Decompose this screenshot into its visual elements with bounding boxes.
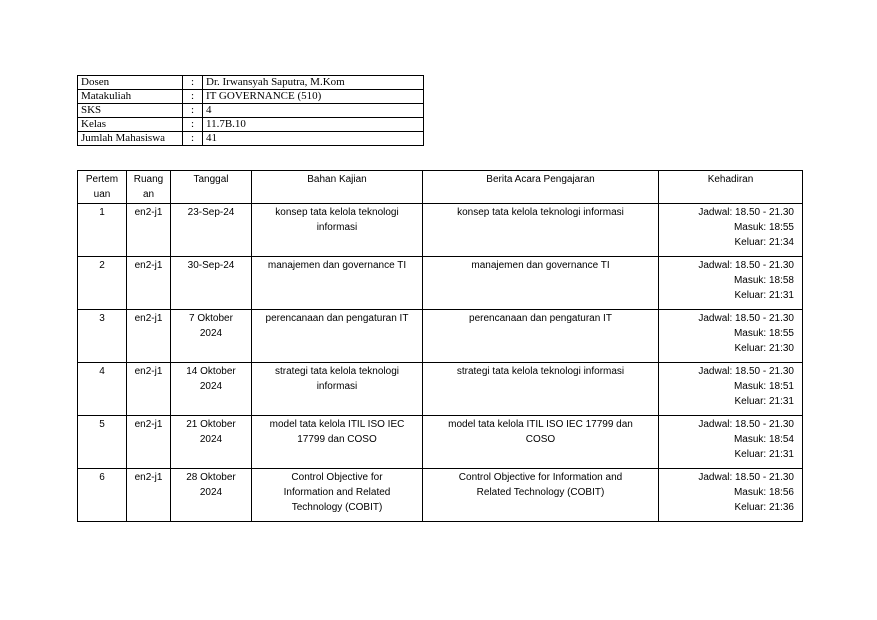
cell-pertemuan [78,310,127,363]
cell-tanggal-line: 23-Sep-24 [187,207,235,218]
cell-berita-acara-line: strategi tata kelola teknologi informasi [456,366,625,377]
schedule-row [78,204,803,257]
header-pertemuan [78,171,127,204]
cell-kehadiran-line: Keluar: 21:36 [734,502,794,513]
cell-tanggal [171,363,252,416]
cell-bahan-kajian-line: Control Objective for [291,472,383,483]
cell-bahan-kajian-line: konsep tata kelola teknologi [275,207,399,218]
cell-pertemuan-line: 4 [99,366,105,377]
info-separator: : [183,104,203,118]
cell-ruangan [127,469,171,522]
info-row [78,90,424,104]
header-ruangan-line-1: Ruang [133,174,164,185]
cell-pertemuan [78,257,127,310]
cell-pertemuan-line: 6 [99,472,105,483]
cell-berita-acara-line: konsep tata kelola teknologi informasi [457,207,624,218]
cell-ruangan-line: en2-j1 [134,260,163,271]
cell-tanggal [171,204,252,257]
info-value: IT GOVERNANCE (510) [203,90,424,104]
cell-bahan-kajian [252,257,423,310]
header-tanggal: Tanggal [171,171,252,204]
header-ruangan-line-2: an [142,189,155,200]
info-label: Jumlah Mahasiswa [78,132,183,146]
cell-berita-acara [423,204,659,257]
info-label: Dosen [78,76,183,90]
header-berita-acara: Berita Acara Pengajaran [423,171,659,204]
cell-tanggal [171,469,252,522]
cell-kehadiran-line: Keluar: 21:31 [734,449,794,460]
schedule-row [78,469,803,522]
cell-pertemuan-line: 3 [99,313,105,324]
cell-bahan-kajian-line: Information and Related [283,487,391,498]
info-label: Kelas [78,118,183,132]
cell-ruangan-line: en2-j1 [134,207,163,218]
cell-kehadiran-line: Keluar: 21:31 [734,396,794,407]
cell-bahan-kajian-line: informasi [316,381,358,392]
cell-tanggal-line: 2024 [199,434,223,445]
header-pertemuan-line-1: Pertem [85,174,119,185]
info-separator: : [183,90,203,104]
cell-kehadiran-line: Jadwal: 18.50 - 21.30 [698,419,794,430]
cell-bahan-kajian [252,204,423,257]
cell-kehadiran-line: Masuk: 18:58 [733,275,794,286]
info-value: 11.7B.10 [203,118,424,132]
schedule-body [78,204,803,522]
cell-kehadiran [659,416,803,469]
cell-berita-acara-line: Related Technology (COBIT) [476,487,605,498]
cell-bahan-kajian-line: model tata kelola ITIL ISO IEC [269,419,405,430]
info-value: 41 [203,132,424,146]
cell-berita-acara [423,416,659,469]
schedule-row [78,257,803,310]
schedule-row [78,363,803,416]
cell-kehadiran [659,469,803,522]
cell-pertemuan-line: 5 [99,419,105,430]
header-pertemuan-line-2: uan [93,189,111,200]
cell-berita-acara [423,469,659,522]
info-separator: : [183,118,203,132]
cell-kehadiran-line: Jadwal: 18.50 - 21.30 [698,366,794,377]
cell-kehadiran [659,204,803,257]
cell-pertemuan-line: 1 [99,207,105,218]
cell-ruangan [127,310,171,363]
cell-ruangan-line: en2-j1 [134,366,163,377]
cell-bahan-kajian-line: strategi tata kelola teknologi [275,366,399,377]
cell-berita-acara-line: manajemen dan governance TI [471,260,610,271]
cell-tanggal-line: 7 Oktober [189,313,233,324]
cell-berita-acara [423,363,659,416]
header-bahan-kajian: Bahan Kajian [252,171,423,204]
cell-bahan-kajian [252,363,423,416]
cell-ruangan-line: en2-j1 [134,472,163,483]
cell-berita-acara-line: COSO [525,434,556,445]
cell-tanggal-line: 2024 [199,487,223,498]
cell-bahan-kajian-line: manajemen dan governance TI [267,260,407,271]
cell-ruangan [127,204,171,257]
cell-berita-acara-line: perencanaan dan pengaturan IT [469,313,612,324]
cell-bahan-kajian-line: Technology (COBIT) [291,502,383,513]
cell-kehadiran-line: Jadwal: 18.50 - 21.30 [698,472,794,483]
cell-ruangan-line: en2-j1 [134,313,163,324]
cell-berita-acara-line: model tata kelola ITIL ISO IEC 17799 dan [448,419,633,430]
info-row [78,76,424,90]
cell-bahan-kajian [252,310,423,363]
cell-pertemuan [78,469,127,522]
cell-kehadiran-line: Jadwal: 18.50 - 21.30 [698,207,794,218]
info-value: Dr. Irwansyah Saputra, M.Kom [203,76,424,90]
cell-kehadiran-line: Masuk: 18:55 [733,222,794,233]
cell-tanggal [171,257,252,310]
cell-pertemuan [78,363,127,416]
cell-berita-acara [423,310,659,363]
cell-kehadiran [659,257,803,310]
cell-kehadiran-line: Keluar: 21:30 [734,343,794,354]
cell-bahan-kajian-line: 17799 dan COSO [297,434,377,445]
cell-pertemuan [78,204,127,257]
cell-bahan-kajian [252,416,423,469]
cell-kehadiran-line: Jadwal: 18.50 - 21.30 [698,313,794,324]
cell-tanggal-line: 28 Oktober [186,472,236,483]
cell-tanggal-line: 14 Oktober [186,366,236,377]
cell-kehadiran-line: Masuk: 18:56 [733,487,794,498]
info-separator: : [183,76,203,90]
header-ruangan [127,171,171,204]
info-separator: : [183,132,203,146]
cell-kehadiran-line: Masuk: 18:55 [733,328,794,339]
info-row [78,132,424,146]
header-kehadiran: Kehadiran [659,171,803,204]
cell-kehadiran-line: Masuk: 18:51 [733,381,794,392]
info-label: Matakuliah [78,90,183,104]
cell-berita-acara [423,257,659,310]
cell-kehadiran-line: Keluar: 21:31 [734,290,794,301]
cell-bahan-kajian [252,469,423,522]
info-label: SKS [78,104,183,118]
cell-pertemuan [78,416,127,469]
cell-bahan-kajian-line: informasi [316,222,358,233]
cell-ruangan [127,363,171,416]
cell-ruangan [127,416,171,469]
info-row [78,118,424,132]
cell-kehadiran-line: Masuk: 18:54 [733,434,794,445]
schedule-row [78,416,803,469]
cell-bahan-kajian-line: perencanaan dan pengaturan IT [265,313,409,324]
cell-tanggal [171,310,252,363]
cell-kehadiran-line: Jadwal: 18.50 - 21.30 [698,260,794,271]
course-info-body [78,76,424,146]
cell-ruangan [127,257,171,310]
schedule-header-row [78,171,803,204]
cell-kehadiran-line: Keluar: 21:34 [734,237,794,248]
attendance-schedule-table [77,170,803,522]
cell-ruangan-line: en2-j1 [134,419,163,430]
cell-tanggal-line: 21 Oktober [186,419,236,430]
cell-tanggal-line: 2024 [199,328,223,339]
course-info-table [77,75,424,146]
info-value: 4 [203,104,424,118]
cell-berita-acara-line: Control Objective for Information and [458,472,623,483]
cell-tanggal-line: 30-Sep-24 [187,260,235,271]
schedule-row [78,310,803,363]
cell-tanggal [171,416,252,469]
cell-kehadiran [659,310,803,363]
cell-tanggal-line: 2024 [199,381,223,392]
info-row [78,104,424,118]
cell-pertemuan-line: 2 [99,260,105,271]
cell-kehadiran [659,363,803,416]
